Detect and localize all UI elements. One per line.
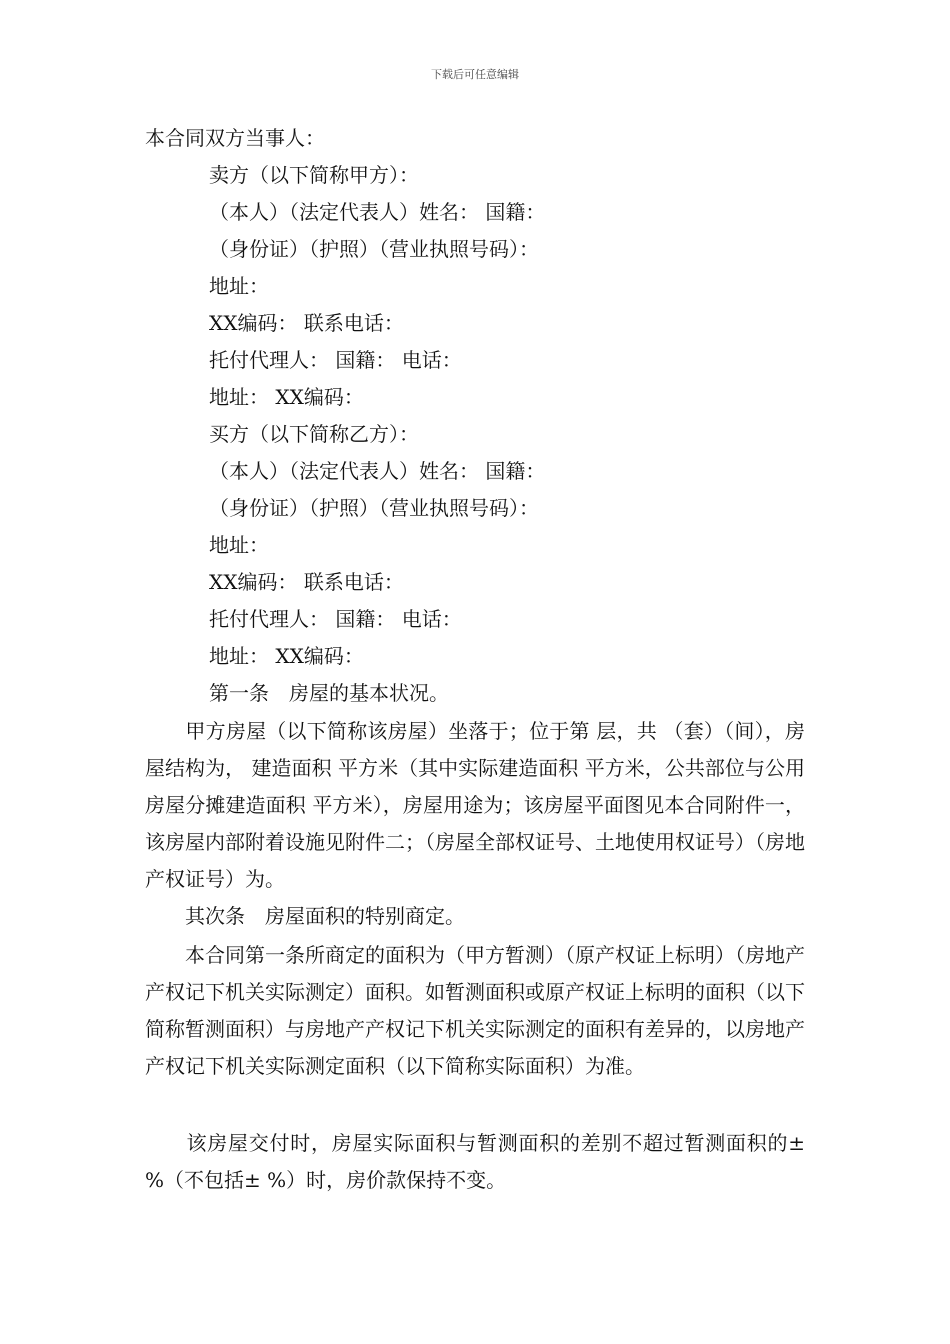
article-one-heading: 第一条 房屋的基本状况。 xyxy=(209,681,449,705)
seller-agent-line: 托付代理人： 国籍： 电话： xyxy=(209,348,462,372)
seller-heading: 卖方（以下简称甲方）： xyxy=(209,163,419,187)
buyer-name-line: （本人）（法定代表人）姓名： 国籍： xyxy=(209,459,546,483)
seller-postcode-line: XX编码： 联系电话： xyxy=(209,311,404,335)
buyer-agent-address-line: 地址： XX编码： xyxy=(209,644,364,668)
buyer-id-line: （身份证）（护照）（营业执照号码）： xyxy=(209,496,539,520)
article-two-heading: 其次条 房屋面积的特别商定。 xyxy=(145,904,465,928)
area-tolerance-paragraph: 该房屋交付时，房屋实际面积与暂测面积的差别不超过暂测面积的± %（不包括± %）时，房价款保持不变。 xyxy=(145,1131,805,1192)
page-header: 下载后可任意编辑 xyxy=(431,68,519,81)
buyer-agent-line: 托付代理人： 国籍： 电话： xyxy=(209,607,462,631)
article-one-body: 甲方房屋（以下简称该房屋）坐落于；位于第 层，共 （套）（间），房屋结构为， 建造面积 平方米（其中实际建造面积 平方米，公共部位与公用房屋分摊建造面积 平方米），房屋用途为；该房屋平面图见本合同附件一，该房屋内部附着设施见附件二；（房屋全部权证号、土地使用权证号）（房地产权证号）为。 xyxy=(145,719,805,891)
seller-agent-address-line: 地址： XX编码： xyxy=(209,385,364,409)
intro-line: 本合同双方当事人： xyxy=(145,126,325,150)
buyer-postcode-line: XX编码： 联系电话： xyxy=(209,570,404,594)
seller-name-line: （本人）（法定代表人）姓名： 国籍： xyxy=(209,200,546,224)
seller-id-line: （身份证）（护照）（营业执照号码）： xyxy=(209,237,539,261)
article-two-body: 本合同第一条所商定的面积为（甲方暂测）（原产权证上标明）（房地产产权记下机关实际测定）面积。如暂测面积或原产权证上标明的面积（以下简称暂测面积）与房地产产权记下机关实际测定的面积有差异的，以房地产产权记下机关实际测定面积（以下简称实际面积）为准。 xyxy=(145,943,805,1078)
buyer-heading: 买方（以下简称乙方）： xyxy=(209,422,419,446)
buyer-address-line: 地址： xyxy=(209,533,269,557)
seller-address-line: 地址： xyxy=(209,274,269,298)
